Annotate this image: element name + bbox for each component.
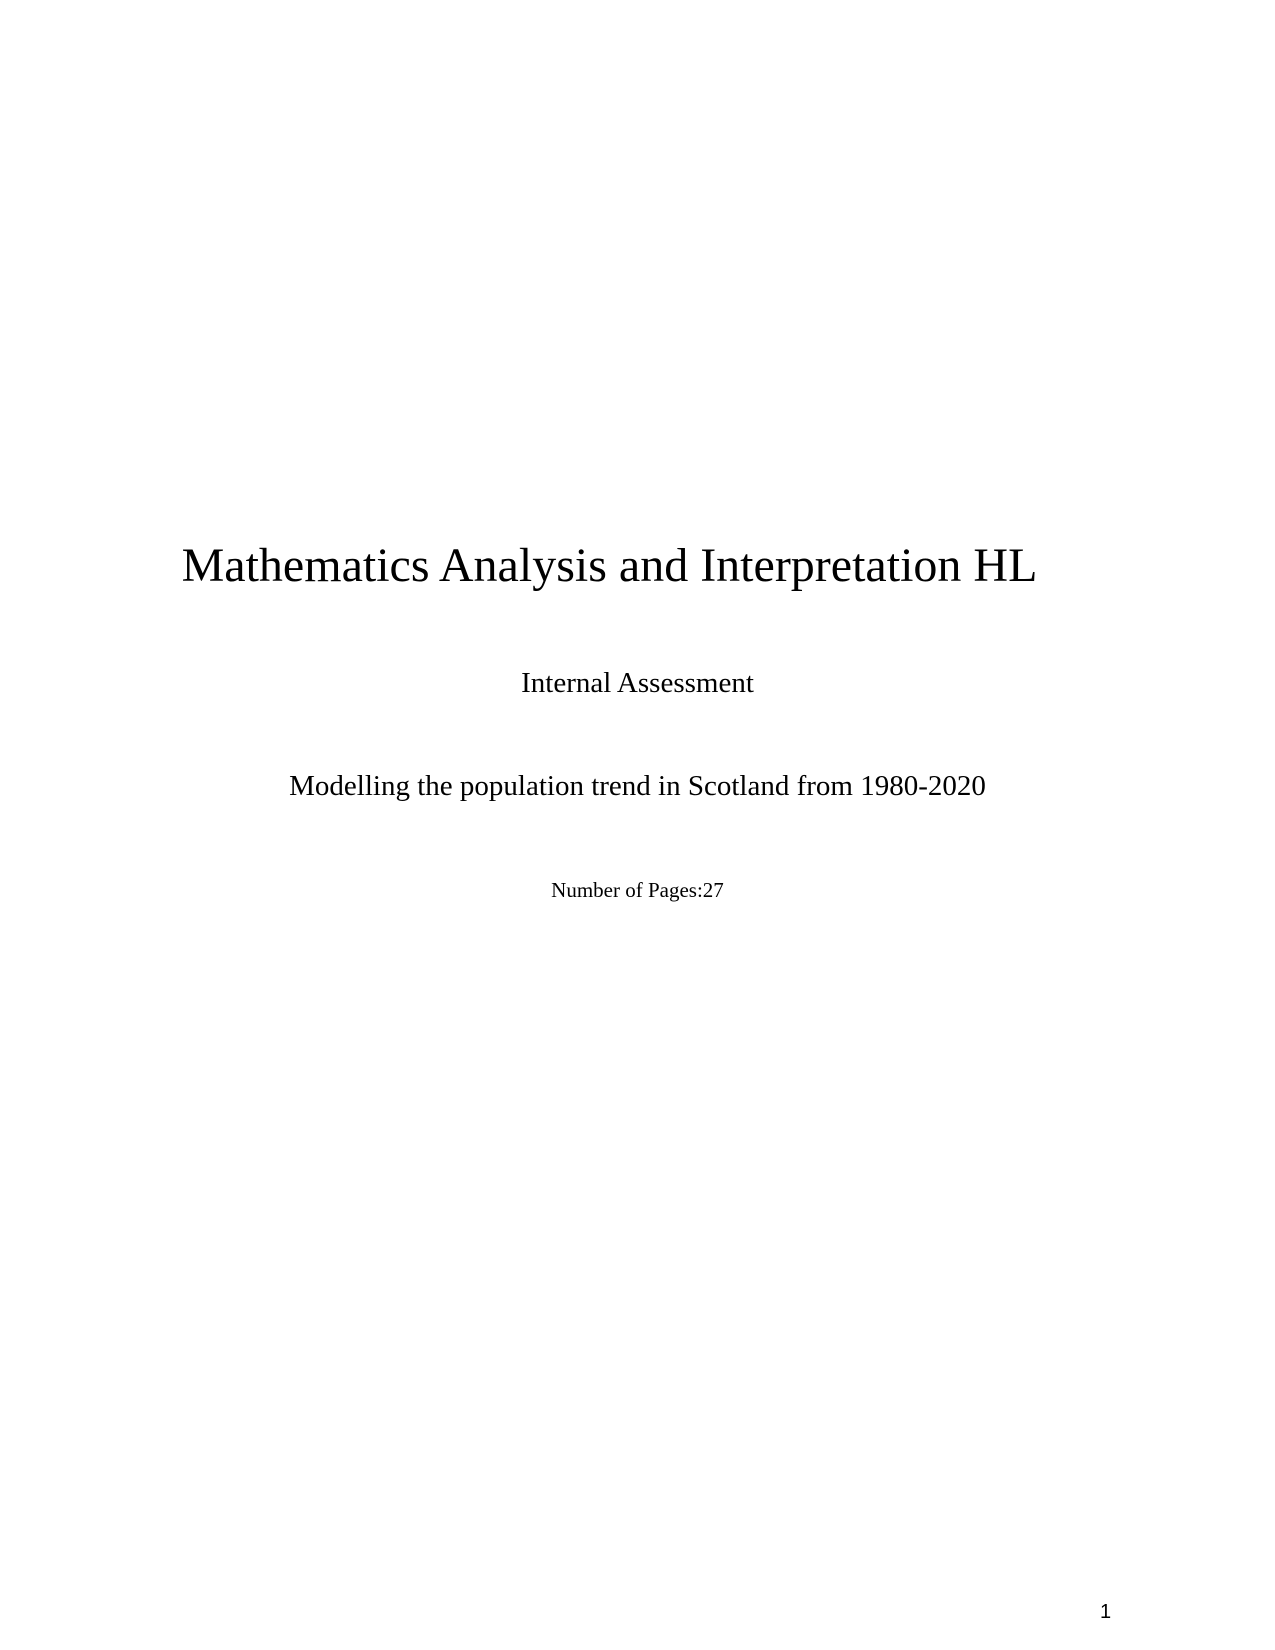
document-subtitle: Internal Assessment [521, 667, 754, 699]
page-number: 1 [1100, 1601, 1112, 1623]
document-title: Mathematics Analysis and Interpretation HL [181, 539, 1038, 592]
page-count: Number of Pages:27 [551, 878, 724, 902]
document-topic: Modelling the population trend in Scotland from 1980-2020 [289, 770, 986, 802]
document-subtitle-row [0, 665, 1275, 701]
document-topic-row [0, 768, 1275, 804]
page-count-row [0, 877, 1275, 903]
document-title-row [0, 536, 1275, 596]
